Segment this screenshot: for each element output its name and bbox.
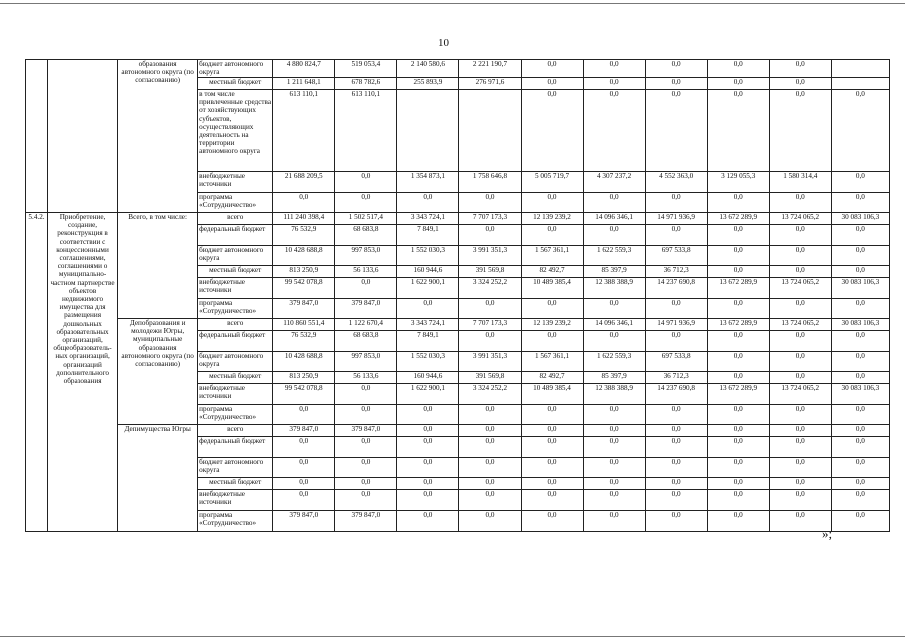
amount-cell: 613 110,1 — [335, 90, 397, 172]
amount-cell: 2 221 190,7 — [459, 60, 521, 78]
amount-cell: 0,0 — [645, 458, 707, 478]
amount-cell: 0,0 — [831, 193, 889, 213]
amount-cell: 613 110,1 — [273, 90, 335, 172]
amount-cell: 0,0 — [769, 246, 831, 266]
amount-cell: 0,0 — [459, 490, 521, 511]
amount-cell: 0,0 — [397, 425, 459, 437]
amount-cell: 30 083 106,3 — [831, 213, 889, 225]
amount-cell: 0,0 — [831, 299, 889, 319]
table-body — [26, 60, 890, 532]
amount-cell: 0,0 — [707, 331, 769, 352]
scan-edge-bottom — [0, 636, 905, 637]
amount-cell: 0,0 — [831, 511, 889, 532]
amount-cell: 0,0 — [583, 458, 645, 478]
amount-cell: 10 428 688,8 — [273, 246, 335, 266]
amount-cell: 0,0 — [397, 193, 459, 213]
amount-cell: 0,0 — [397, 458, 459, 478]
amount-cell — [831, 60, 889, 78]
amount-cell: 813 250,9 — [273, 372, 335, 384]
amount-cell: 0,0 — [583, 478, 645, 490]
amount-cell: 0,0 — [645, 478, 707, 490]
amount-cell: 13 724 065,2 — [769, 384, 831, 405]
amount-cell: 0,0 — [273, 458, 335, 478]
amount-cell: 0,0 — [521, 405, 583, 425]
amount-cell: 0,0 — [335, 278, 397, 299]
amount-cell: 0,0 — [707, 299, 769, 319]
amount-cell: 997 853,0 — [335, 246, 397, 266]
measure-code: 5.4.2. — [26, 213, 48, 532]
amount-cell: 0,0 — [831, 490, 889, 511]
amount-cell: 391 569,8 — [459, 372, 521, 384]
amount-cell: 0,0 — [521, 225, 583, 246]
amount-cell: 0,0 — [397, 511, 459, 532]
amount-cell: 0,0 — [645, 405, 707, 425]
amount-cell: 56 133,6 — [335, 266, 397, 278]
amount-cell: 0,0 — [831, 172, 889, 193]
amount-cell: 1 552 030,3 — [397, 352, 459, 372]
amount-cell: 379 847,0 — [273, 511, 335, 532]
amount-cell: 12 388 388,9 — [583, 384, 645, 405]
executor-cell: образования автономного округа (по согласованию) — [118, 60, 198, 213]
amount-cell: 76 532,9 — [273, 331, 335, 352]
measure-code — [26, 60, 48, 213]
amount-cell: 10 489 385,4 — [521, 384, 583, 405]
table-row — [26, 60, 890, 78]
funding-source-cell: программа «Сотрудничество» — [198, 405, 273, 425]
amount-cell: 0,0 — [335, 437, 397, 458]
funding-source-cell: бюджет автономного округа — [198, 246, 273, 266]
amount-cell: 0,0 — [769, 60, 831, 78]
amount-cell: 0,0 — [645, 299, 707, 319]
amount-cell: 1 354 873,1 — [397, 172, 459, 193]
amount-cell: 0,0 — [459, 193, 521, 213]
amount-cell: 3 324 252,2 — [459, 384, 521, 405]
measure-name: Приобретение, создание, реконструкция в соответствии с концессионными соглашениями, соглашениями о муниципально-частном партнерстве объектов недвижимого имущества для размещения дошкольных образовательных организаций, общеобразовательных организаций, организаций дополнительного образования — [48, 213, 118, 532]
amount-cell: 13 724 065,2 — [769, 278, 831, 299]
amount-cell: 14 096 346,1 — [583, 213, 645, 225]
funding-source-cell: федеральный бюджет — [198, 331, 273, 352]
funding-source-cell: программа «Сотрудничество» — [198, 511, 273, 532]
amount-cell: 0,0 — [707, 425, 769, 437]
amount-cell: 0,0 — [645, 225, 707, 246]
amount-cell: 0,0 — [335, 384, 397, 405]
amount-cell: 0,0 — [521, 437, 583, 458]
amount-cell: 14 237 690,8 — [645, 384, 707, 405]
amount-cell: 12 139 239,2 — [521, 319, 583, 331]
amount-cell: 0,0 — [397, 405, 459, 425]
amount-cell: 0,0 — [831, 405, 889, 425]
amount-cell: 111 240 398,4 — [273, 213, 335, 225]
amount-cell: 0,0 — [769, 372, 831, 384]
amount-cell: 0,0 — [583, 437, 645, 458]
amount-cell: 5 005 719,7 — [521, 172, 583, 193]
amount-cell: 99 542 078,8 — [273, 384, 335, 405]
amount-cell: 276 971,6 — [459, 78, 521, 90]
amount-cell: 0,0 — [769, 405, 831, 425]
amount-cell: 2 140 580,6 — [397, 60, 459, 78]
amount-cell: 0,0 — [831, 372, 889, 384]
executor-cell: Всего, в том числе: — [118, 213, 198, 319]
amount-cell: 0,0 — [583, 60, 645, 78]
measure-name — [48, 60, 118, 213]
amount-cell: 0,0 — [707, 266, 769, 278]
amount-cell: 697 533,8 — [645, 352, 707, 372]
amount-cell: 1 580 314,4 — [769, 172, 831, 193]
funding-source-cell: местный бюджет — [198, 372, 273, 384]
amount-cell: 1 622 900,1 — [397, 384, 459, 405]
funding-source-cell: программа «Сотрудничество» — [198, 193, 273, 213]
budget-table — [25, 59, 890, 532]
amount-cell: 0,0 — [707, 372, 769, 384]
amount-cell: 7 849,1 — [397, 331, 459, 352]
amount-cell: 68 683,8 — [335, 225, 397, 246]
amount-cell: 160 944,6 — [397, 372, 459, 384]
amount-cell: 379 847,0 — [335, 299, 397, 319]
amount-cell: 0,0 — [645, 193, 707, 213]
amount-cell: 3 324 252,2 — [459, 278, 521, 299]
amount-cell: 0,0 — [459, 425, 521, 437]
amount-cell: 160 944,6 — [397, 266, 459, 278]
amount-cell: 0,0 — [769, 437, 831, 458]
amount-cell: 1 552 030,3 — [397, 246, 459, 266]
funding-source-cell: бюджет автономного округа — [198, 60, 273, 78]
funding-source-cell: всего — [198, 425, 273, 437]
amount-cell: 1 622 559,3 — [583, 246, 645, 266]
amount-cell: 0,0 — [769, 331, 831, 352]
amount-cell: 0,0 — [459, 225, 521, 246]
amount-cell: 0,0 — [831, 425, 889, 437]
amount-cell: 4 880 824,7 — [273, 60, 335, 78]
amount-cell: 0,0 — [521, 511, 583, 532]
amount-cell: 0,0 — [769, 225, 831, 246]
amount-cell: 0,0 — [521, 78, 583, 90]
funding-source-cell: внебюджетные источники — [198, 384, 273, 405]
amount-cell: 0,0 — [459, 405, 521, 425]
amount-cell: 0,0 — [583, 405, 645, 425]
amount-cell: 1 622 559,3 — [583, 352, 645, 372]
amount-cell: 0,0 — [645, 425, 707, 437]
amount-cell: 1 622 900,1 — [397, 278, 459, 299]
amount-cell: 0,0 — [707, 246, 769, 266]
amount-cell: 13 672 289,9 — [707, 213, 769, 225]
amount-cell: 13 724 065,2 — [769, 319, 831, 331]
amount-cell: 1 211 648,1 — [273, 78, 335, 90]
amount-cell: 14 237 690,8 — [645, 278, 707, 299]
amount-cell: 76 532,9 — [273, 225, 335, 246]
amount-cell: 0,0 — [707, 458, 769, 478]
amount-cell: 0,0 — [459, 331, 521, 352]
amount-cell: 697 533,8 — [645, 246, 707, 266]
amount-cell: 3 991 351,3 — [459, 352, 521, 372]
amount-cell: 0,0 — [707, 490, 769, 511]
amount-cell: 379 847,0 — [273, 299, 335, 319]
amount-cell: 0,0 — [273, 478, 335, 490]
amount-cell: 813 250,9 — [273, 266, 335, 278]
amount-cell: 0,0 — [335, 193, 397, 213]
amount-cell: 0,0 — [397, 478, 459, 490]
amount-cell: 0,0 — [831, 437, 889, 458]
amount-cell: 36 712,3 — [645, 266, 707, 278]
amount-cell: 56 133,6 — [335, 372, 397, 384]
amount-cell: 0,0 — [273, 437, 335, 458]
amount-cell: 0,0 — [831, 90, 889, 172]
amount-cell: 0,0 — [583, 299, 645, 319]
amount-cell: 0,0 — [583, 225, 645, 246]
amount-cell: 0,0 — [521, 299, 583, 319]
funding-source-cell: федеральный бюджет — [198, 225, 273, 246]
amount-cell: 0,0 — [831, 458, 889, 478]
amount-cell: 4 552 363,0 — [645, 172, 707, 193]
amount-cell: 1 502 517,4 — [335, 213, 397, 225]
amount-cell: 0,0 — [273, 193, 335, 213]
amount-cell: 0,0 — [335, 458, 397, 478]
amount-cell: 0,0 — [459, 478, 521, 490]
amount-cell: 0,0 — [645, 331, 707, 352]
amount-cell: 0,0 — [769, 193, 831, 213]
amount-cell: 0,0 — [521, 90, 583, 172]
amount-cell: 255 893,9 — [397, 78, 459, 90]
amount-cell: 12 139 239,2 — [521, 213, 583, 225]
amount-cell: 391 569,8 — [459, 266, 521, 278]
amount-cell: 0,0 — [273, 405, 335, 425]
amount-cell: 0,0 — [397, 490, 459, 511]
amount-cell: 997 853,0 — [335, 352, 397, 372]
amount-cell: 10 489 385,4 — [521, 278, 583, 299]
amount-cell: 0,0 — [521, 331, 583, 352]
amount-cell: 0,0 — [831, 478, 889, 490]
amount-cell: 0,0 — [707, 90, 769, 172]
amount-cell: 0,0 — [583, 193, 645, 213]
amount-cell: 85 397,9 — [583, 266, 645, 278]
amount-cell: 14 096 346,1 — [583, 319, 645, 331]
amount-cell: 0,0 — [335, 490, 397, 511]
amount-cell: 0,0 — [707, 405, 769, 425]
amount-cell: 99 542 078,8 — [273, 278, 335, 299]
amount-cell: 85 397,9 — [583, 372, 645, 384]
amount-cell: 0,0 — [769, 458, 831, 478]
amount-cell: 0,0 — [335, 172, 397, 193]
funding-source-cell: местный бюджет — [198, 266, 273, 278]
amount-cell: 7 707 173,3 — [459, 319, 521, 331]
amount-cell: 1 122 670,4 — [335, 319, 397, 331]
amount-cell: 0,0 — [769, 425, 831, 437]
amount-cell: 379 847,0 — [335, 511, 397, 532]
amount-cell: 3 343 724,1 — [397, 319, 459, 331]
amount-cell: 0,0 — [707, 352, 769, 372]
amount-cell: 14 971 936,9 — [645, 213, 707, 225]
scan-edge-top — [0, 3, 905, 4]
amount-cell: 678 782,6 — [335, 78, 397, 90]
amount-cell: 0,0 — [769, 478, 831, 490]
amount-cell: 13 672 289,9 — [707, 384, 769, 405]
amount-cell: 0,0 — [521, 60, 583, 78]
amount-cell: 13 672 289,9 — [707, 319, 769, 331]
amount-cell: 30 083 106,3 — [831, 384, 889, 405]
amount-cell: 0,0 — [521, 458, 583, 478]
amount-cell: 30 083 106,3 — [831, 319, 889, 331]
executor-cell: Депобразования и молодежи Югры, муниципальные образования автономного округа (по согласованию) — [118, 319, 198, 425]
amount-cell: 13 724 065,2 — [769, 213, 831, 225]
amount-cell: 0,0 — [459, 511, 521, 532]
funding-source-cell: в том числе привлеченные средства от хозяйствующих субъектов, осуществляющих деятельность на территории автономного округа — [198, 90, 273, 172]
amount-cell: 0,0 — [397, 299, 459, 319]
amount-cell: 0,0 — [459, 458, 521, 478]
amount-cell: 1 567 361,1 — [521, 246, 583, 266]
amount-cell: 0,0 — [645, 511, 707, 532]
amount-cell: 0,0 — [645, 60, 707, 78]
executor-cell: Депимущества Югры — [118, 425, 198, 532]
page-number: 10 — [438, 37, 449, 49]
funding-source-cell: бюджет автономного округа — [198, 352, 273, 372]
amount-cell: 82 492,7 — [521, 266, 583, 278]
amount-cell: 0,0 — [769, 299, 831, 319]
funding-source-cell: внебюджетные источники — [198, 278, 273, 299]
amount-cell: 0,0 — [521, 490, 583, 511]
amount-cell: 7 849,1 — [397, 225, 459, 246]
amount-cell: 1 758 646,8 — [459, 172, 521, 193]
amount-cell: 0,0 — [583, 490, 645, 511]
amount-cell: 0,0 — [769, 78, 831, 90]
funding-source-cell: внебюджетные источники — [198, 172, 273, 193]
table-row — [26, 425, 890, 437]
amount-cell: 0,0 — [583, 90, 645, 172]
amount-cell: 0,0 — [707, 511, 769, 532]
amount-cell: 0,0 — [397, 437, 459, 458]
amount-cell: 0,0 — [335, 405, 397, 425]
amount-cell: 0,0 — [707, 478, 769, 490]
amount-cell: 0,0 — [769, 266, 831, 278]
amount-cell: 0,0 — [831, 266, 889, 278]
amount-cell: 3 991 351,3 — [459, 246, 521, 266]
amount-cell: 3 343 724,1 — [397, 213, 459, 225]
amount-cell: 0,0 — [831, 331, 889, 352]
amount-cell: 0,0 — [521, 193, 583, 213]
amount-cell: 3 129 055,3 — [707, 172, 769, 193]
funding-source-cell: всего — [198, 213, 273, 225]
amount-cell: 0,0 — [831, 246, 889, 266]
amount-cell: 12 388 388,9 — [583, 278, 645, 299]
amount-cell: 0,0 — [273, 490, 335, 511]
amount-cell: 0,0 — [707, 225, 769, 246]
amount-cell — [397, 90, 459, 172]
amount-cell: 30 083 106,3 — [831, 278, 889, 299]
funding-source-cell: бюджет автономного округа — [198, 458, 273, 478]
amount-cell: 1 567 361,1 — [521, 352, 583, 372]
table-row — [26, 213, 890, 225]
amount-cell: 110 860 551,4 — [273, 319, 335, 331]
amount-cell: 519 053,4 — [335, 60, 397, 78]
amount-cell: 0,0 — [645, 90, 707, 172]
funding-source-cell: федеральный бюджет — [198, 437, 273, 458]
amount-cell: 7 707 173,3 — [459, 213, 521, 225]
funding-source-cell: программа «Сотрудничество» — [198, 299, 273, 319]
amount-cell: 0,0 — [645, 490, 707, 511]
amount-cell: 379 847,0 — [273, 425, 335, 437]
amount-cell: 0,0 — [583, 425, 645, 437]
amount-cell — [831, 78, 889, 90]
amount-cell: 0,0 — [459, 299, 521, 319]
closing-quote: »; — [822, 526, 833, 541]
amount-cell: 10 428 688,8 — [273, 352, 335, 372]
amount-cell: 0,0 — [769, 490, 831, 511]
amount-cell: 0,0 — [769, 90, 831, 172]
funding-source-cell: внебюджетные источники — [198, 490, 273, 511]
amount-cell: 0,0 — [831, 352, 889, 372]
amount-cell: 0,0 — [521, 425, 583, 437]
amount-cell: 4 307 237,2 — [583, 172, 645, 193]
amount-cell: 13 672 289,9 — [707, 278, 769, 299]
funding-source-cell: всего — [198, 319, 273, 331]
amount-cell: 68 683,8 — [335, 331, 397, 352]
amount-cell: 0,0 — [769, 511, 831, 532]
amount-cell: 0,0 — [583, 511, 645, 532]
amount-cell: 379 847,0 — [335, 425, 397, 437]
amount-cell: 0,0 — [707, 60, 769, 78]
amount-cell: 0,0 — [645, 78, 707, 90]
amount-cell: 0,0 — [707, 437, 769, 458]
funding-source-cell: местный бюджет — [198, 478, 273, 490]
amount-cell: 0,0 — [769, 352, 831, 372]
amount-cell: 14 971 936,9 — [645, 319, 707, 331]
amount-cell: 21 688 209,5 — [273, 172, 335, 193]
amount-cell: 0,0 — [521, 478, 583, 490]
amount-cell: 0,0 — [459, 437, 521, 458]
table-row — [26, 319, 890, 331]
amount-cell: 0,0 — [707, 78, 769, 90]
amount-cell: 0,0 — [645, 437, 707, 458]
amount-cell: 0,0 — [707, 193, 769, 213]
amount-cell: 0,0 — [583, 78, 645, 90]
amount-cell: 36 712,3 — [645, 372, 707, 384]
funding-source-cell: местный бюджет — [198, 78, 273, 90]
amount-cell: 0,0 — [335, 478, 397, 490]
amount-cell — [459, 90, 521, 172]
amount-cell: 0,0 — [583, 331, 645, 352]
amount-cell: 82 492,7 — [521, 372, 583, 384]
amount-cell: 0,0 — [831, 225, 889, 246]
